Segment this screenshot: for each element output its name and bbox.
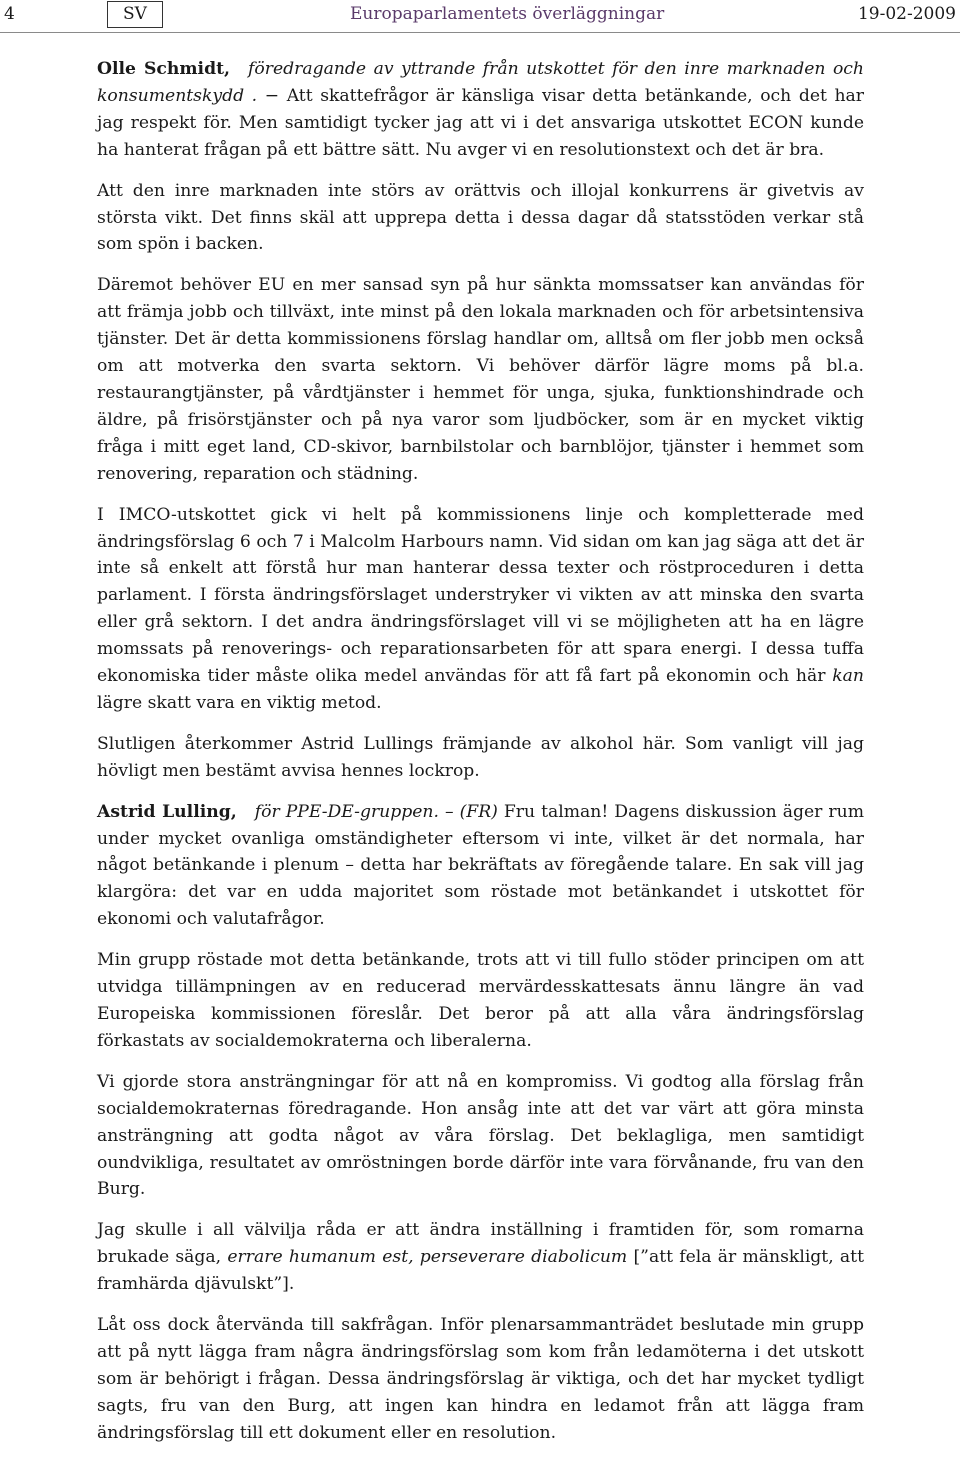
speaker-role: föredragande av yttrande från utskottet för den inre marknaden och konsumentskydd . — [97, 59, 864, 106]
paragraph-text: Fru talman! Dagens diskussion äger rum under mycket ovanliga omständigheter eftersom vi inte, vilket är det normala, har något betänkande i plenum – detta har bekräftats av föregående talare. En sak vill jag klargöra: det var en udda majoritet som röstade mot betänkandet i utskottet för ekonomi och valutafrågor. — [97, 801, 864, 930]
paragraph — [97, 502, 864, 717]
document-title: Europaparlamentets överläggningar — [350, 4, 665, 24]
speaker-name: Astrid Lulling, — [97, 801, 237, 822]
document-date: 19-02-2009 — [857, 4, 956, 24]
paragraph-text: [”att fela är mänskligt, att framhärda djävulskt”]. — [97, 1247, 864, 1295]
paragraph — [97, 799, 864, 934]
language-tag: (FR) — [459, 801, 498, 822]
paragraph: Slutligen återkommer Astrid Lullings främjande av alkohol här. Som vanligt vill jag hövligt men bestämt avvisa hennes lockrop. — [97, 733, 864, 781]
dash-separator: – — [438, 801, 460, 822]
page-number: 4 — [4, 4, 15, 24]
page-header — [0, 0, 960, 33]
speaker-role: för PPE-DE-gruppen. — [254, 801, 439, 822]
latin-quote: errare humanum est, perseverare diabolicum — [227, 1247, 628, 1268]
paragraph: Låt oss dock återvända till sakfrågan. Inför plenarsammanträdet beslutade min grupp att på nytt lägga fram några ändringsförslag som kom från ledamöterna i det utskott som är behörigt i frågan. Dessa ändringsförslag är viktiga, och det har mycket tydligt sagts, fru van den Burg, att ingen kan hindra en ledamot från att lägga fram ändringsförslag till ett dokument eller en resolution. — [97, 1315, 864, 1443]
paragraph — [97, 1217, 864, 1298]
paragraph: Vi gjorde stora ansträngningar för att nå en kompromiss. Vi godtog alla förslag från socialdemokraternas föredragande. Hon ansåg inte att det var värt att göra minsta ansträngning att godta något av våra förslag. Det beklagliga, men samtidigt oundvikliga, resultatet av omröstningen borde därför inte vara förvånande, fru van den Burg. — [97, 1071, 864, 1200]
paragraph-text: I IMCO-utskottet gick vi helt på kommissionens linje och kompletterade med ändringsförslag 6 och 7 i Malcolm Harbours namn. Vid sidan om kan jag säga att det är inte så enkelt att förstå hur man hanterar dessa texter och röstproceduren i detta parlament. I första ändringsförslaget understryker vi vikten av att minska den svarta eller grå sektorn. I det andra ändringsförslaget vill vi se möjligheten att ha en lägre momssats på renoverings- och reparationsarbeten för att spara energi. I dessa tuffa ekonomiska tider måste olika medel användas för att få fart på ekonomin och här — [97, 504, 864, 687]
paragraph: Däremot behöver EU en mer sansad syn på hur sänkta momssatser kan användas för att främja jobb och tillväxt, inte minst på den lokala marknaden och för arbetsintensiva tjänster. Det är detta kommissionens förslag handlar om, alltså om fler jobb men också om att motverka den svarta sektorn. Vi behöver därför lägre moms på bl.a. restaurangtjänster, på vårdtjänster i hemmet för unga, sjuka, funktionshindrade och äldre, på frisörstjänster och på nya varor som ljudböcker, som är en mycket viktig fråga i mitt eget land, CD-skivor, barnbilstolar och barnblöjor, tjänster i hemmet som renovering, reparation och städning. — [97, 275, 864, 484]
paragraph — [97, 56, 864, 164]
language-badge: SV — [107, 1, 163, 28]
paragraph-text: Jag skulle i all välvilja råda er att ändra inställning i framtiden för, som romarna brukade säga, — [97, 1220, 864, 1268]
paragraph: Min grupp röstade mot detta betänkande, trots att vi till fullo stöder principen om att utvidga tillämpningen av en reducerad mervärdesskattesats ännu längre än vad Europeiska kommissionen föreslår. Det beror på att alla våra ändringsförslag förkastats av socialdemokraterna och liberalerna. — [97, 950, 864, 1051]
emphasis-text: kan — [832, 666, 864, 687]
speaker-name: Olle Schmidt, — [97, 59, 231, 79]
paragraph-text: − Att skattefrågor är känsliga visar detta betänkande, och det har jag respekt för. Men samtidigt tycker jag att vi i det ansvariga utskottet ECON kunde ha hanterat frågan på ett bättre sätt. Nu avger vi en resolutionstext och det är bra. — [97, 85, 865, 160]
paragraph: Att den inre marknaden inte störs av orättvis och illojal konkurrens är givetvis av största vikt. Det finns skäl att upprepa detta i dessa dagar då statsstöden verkar stå som spön i backen. — [97, 180, 864, 255]
document-body — [97, 56, 864, 1461]
paragraph-text: lägre skatt vara en viktig metod. — [97, 692, 382, 713]
